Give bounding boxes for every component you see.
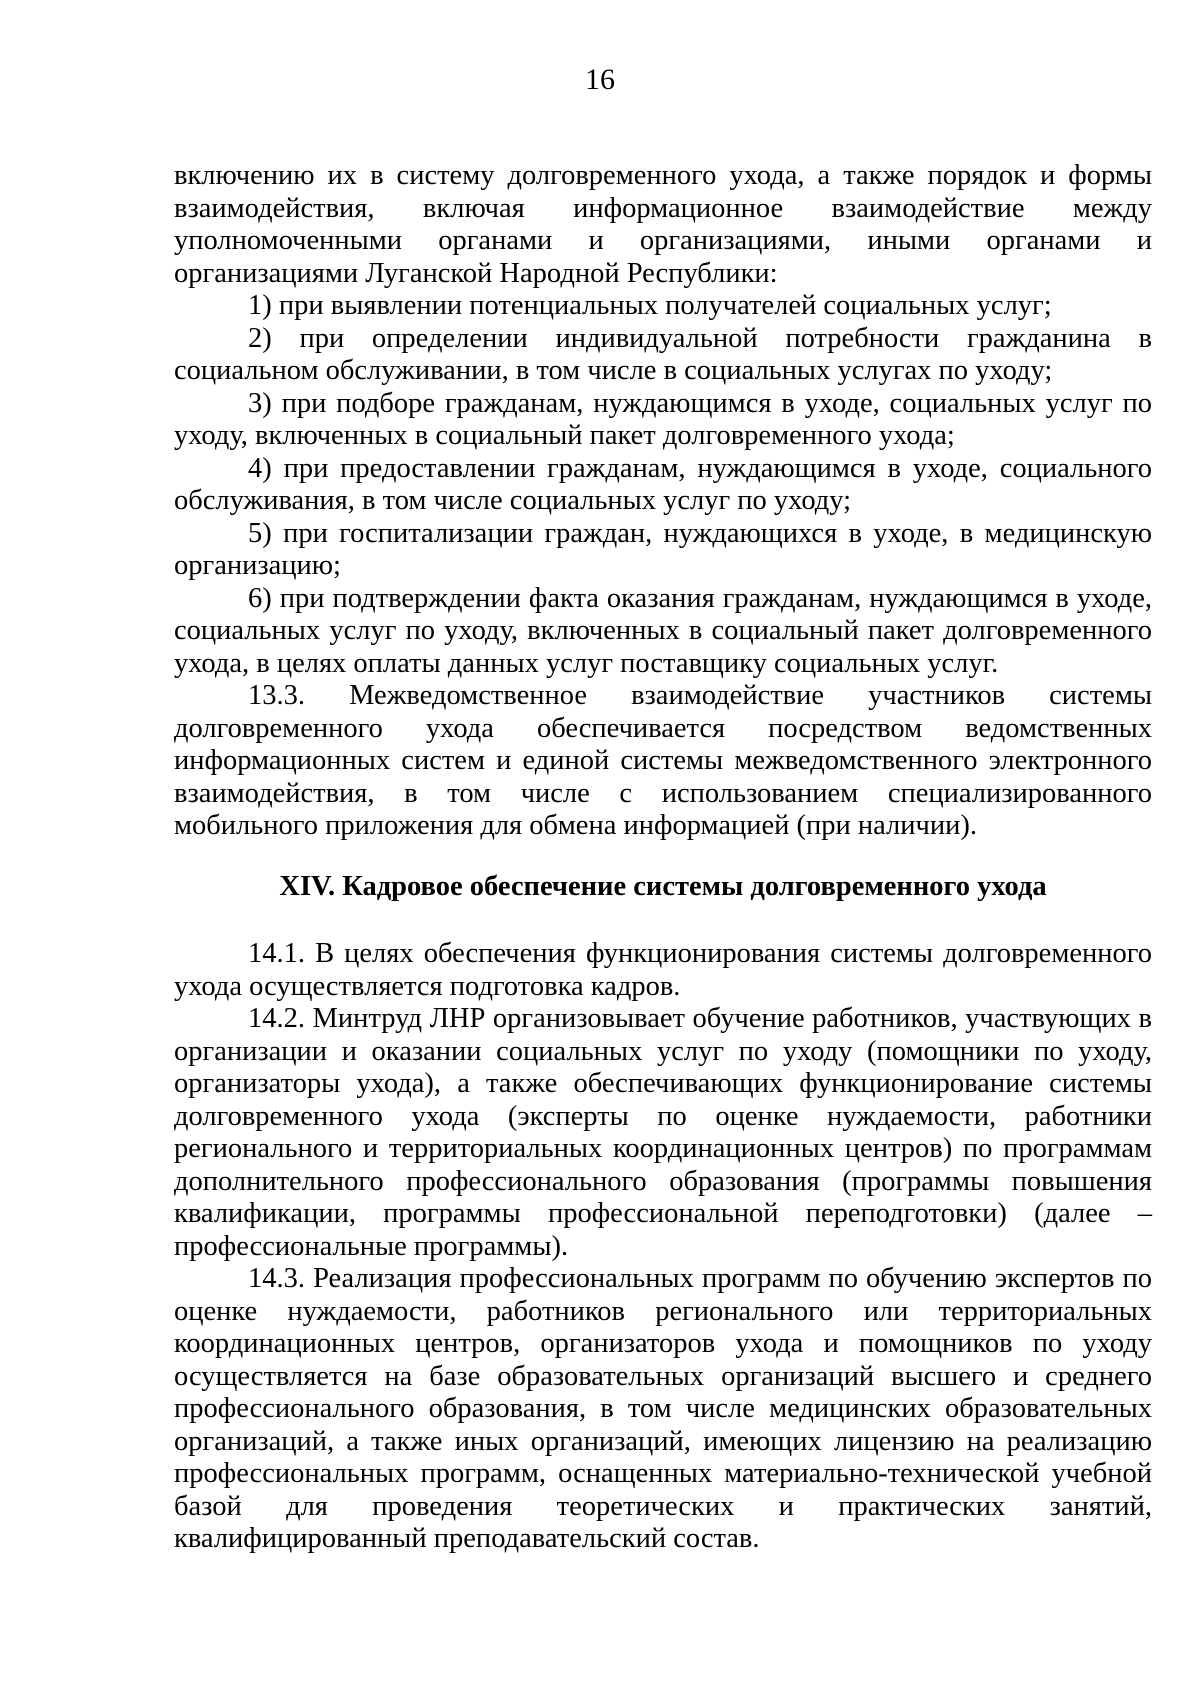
paragraph-13-3: 13.3. Межведомственное взаимодействие участников системы долговременного ухода обеспечивается посредством ведомственных информационных систем и единой системы межведомственного электронного взаимодействия, в том числе с использованием специализированного мобильного приложения для обмена информацией (при наличии). — [174, 680, 1152, 841]
paragraph-14-3: 14.3. Реализация профессиональных программ по обучению экспертов по оценке нуждаемости, работников регионального или территориальных координационных центров, организаторов ухода и помощников по уходу осуществляется на базе образовательных организаций высшего и среднего профессионального образования, в том числе медицинских образовательных организаций, а также иных организаций, имеющих лицензию на реализацию профессиональных программ, оснащенных материально-технической учебной базой для проведения теоретических и практических занятий, квалифицированный преподавательский состав. — [174, 1263, 1152, 1554]
paragraph-14-2: 14.2. Минтруд ЛНР организовывает обучение работников, участвующих в организации и оказании социальных услуг по уходу (помощники по уходу, организаторы ухода), а также обеспечивающих функционирование системы долговременного ухода (эксперты по оценке нуждаемости, работники регионального и территориальных координационных центров) по программам дополнительного профессионального образования (программы повышения квалификации, программы профессиональной переподготовки) (далее – профессиональные программы). — [174, 1003, 1152, 1262]
paragraph-14-1: 14.1. В целях обеспечения функционирования системы долговременного ухода осуществляется подготовка кадров. — [174, 938, 1152, 1002]
section-xiii-continuation — [174, 160, 1152, 843]
intro-paragraph: включению их в систему долговременного ухода, а также порядок и формы взаимодействия, включая информационное взаимодействие между уполномоченными органами и организациями, иными органами и организациями Луганской Народной Республики: — [174, 160, 1152, 289]
list-item-1: 1) при выявлении потенциальных получателей социальных услуг; — [248, 290, 1052, 321]
section-heading: XIV. Кадровое обеспечение системы долговременного ухода — [279, 871, 1047, 902]
list-item-3: 3) при подборе гражданам, нуждающимся в уходе, социальных услуг по уходу, включенных в социальный пакет долговременного ухода; — [174, 387, 1152, 451]
list-item-2: 2) при определении индивидуальной потребности гражданина в социальном обслуживании, в том числе в социальных услугах по уходу; — [174, 322, 1152, 386]
page-number: 16 — [585, 63, 615, 96]
list-item-6: 6) при подтверждении факта оказания гражданам, нуждающимся в уходе, социальных услуг по уходу, включенных в социальный пакет долговременного ухода, в целях оплаты данных услуг поставщику социальных услуг. — [174, 582, 1152, 679]
list-item-4: 4) при предоставлении гражданам, нуждающимся в уходе, социального обслуживания, в том числе социальных услуг по уходу; — [174, 452, 1152, 516]
list-item-5: 5) при госпитализации граждан, нуждающихся в уходе, в медицинскую организацию; — [174, 517, 1152, 581]
section-xiv-body — [174, 938, 1152, 1556]
